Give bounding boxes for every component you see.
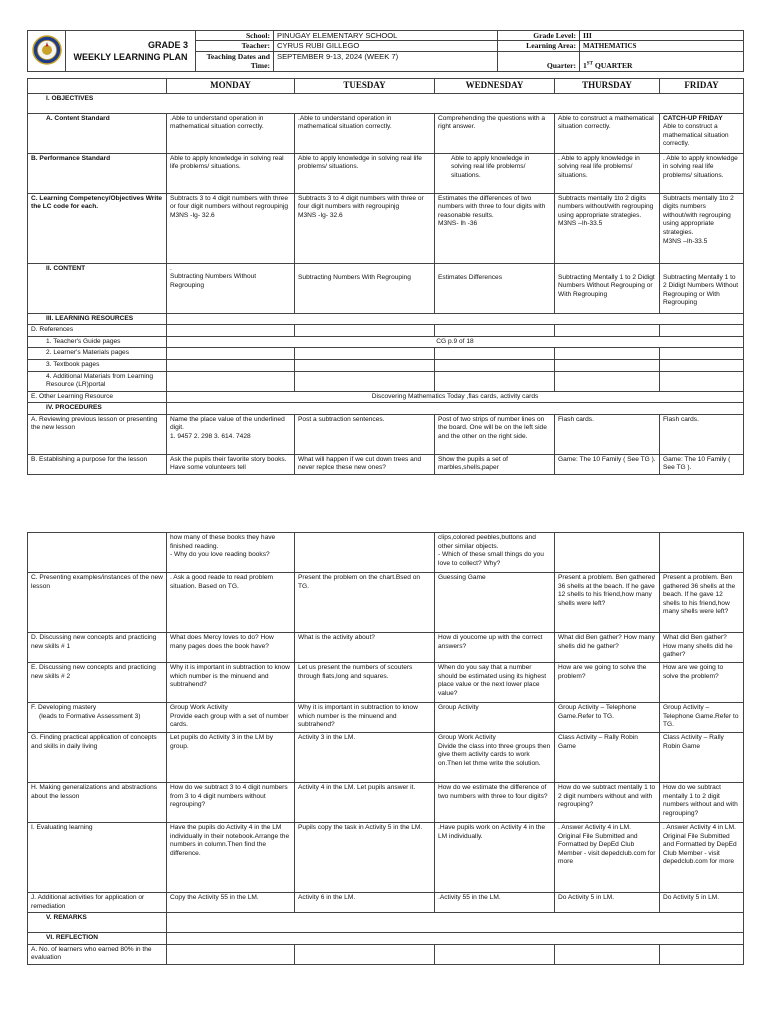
addl-thu xyxy=(555,371,660,391)
presenting-fri: Present a problem. Ben gathered 36 shells at the beach. If he gave 12 shells to his friend,how many shells were left? xyxy=(660,573,744,633)
plan-table-page1 xyxy=(27,78,743,475)
remarks-empty xyxy=(167,913,744,933)
other-resource-label: E. Other Learning Resource xyxy=(28,391,167,403)
evaluating-fri-title: . Answer Activity 4 in LM. xyxy=(663,824,736,831)
day-header-thursday: THURSDAY xyxy=(555,79,660,94)
discussing2-thu: How are we going to solve the problem? xyxy=(555,663,660,703)
performance-standard-fri: . Able to apply knowledge in solving real life problems/ situations. xyxy=(660,153,744,193)
content-mon-dot: . xyxy=(170,264,172,272)
competency-tue-text: Subtracts 3 to 4 digit numbers with three or four digit numbers with regroupinjg xyxy=(298,194,424,211)
additional-fri: Do Activity 5 in LM. xyxy=(660,893,744,913)
generalizations-thu: How do we subtract mentally 1 to 2 digit numbers without and with regrouping? xyxy=(555,783,660,823)
discussing2-fri: How are we going to solve the problem? xyxy=(660,663,744,703)
header-block xyxy=(27,30,743,72)
discussing1-wed: How di youcome up with the correct answers? xyxy=(435,633,555,663)
lm-fri xyxy=(660,348,744,360)
textbook-fri xyxy=(660,359,744,371)
establishing-thu: Game: The 10 Family ( See TG ). xyxy=(555,454,660,474)
dates-value: SEPTEMBER 9-13, 2024 (WEEK 7) xyxy=(274,51,498,71)
performance-standard-label: B. Performance Standard xyxy=(28,153,167,193)
quarter-number: 1 xyxy=(583,61,587,71)
practical-thu: Class Activity – Rally Robin Game xyxy=(555,733,660,783)
establishing-cont-mon-question: - Why do you love reading books? xyxy=(170,551,270,559)
references-tue xyxy=(295,325,435,337)
additional-materials-label: 4. Additional Materials from Learning Resource (LR)portal xyxy=(28,371,167,391)
mastery-wed: Group Activity xyxy=(435,703,555,733)
content-heading: II. CONTENT xyxy=(28,263,167,313)
establishing-cont-thu xyxy=(555,533,660,573)
learning-area-value: MATHEMATICS xyxy=(580,41,744,51)
teacher-label: Teacher: xyxy=(196,41,274,51)
establishing-cont-wed-question: - Which of these small things do you love to collect? Why? xyxy=(438,551,544,567)
plan-table-page2 xyxy=(27,532,743,965)
evaluating-thu-text: Original File Submitted and Formatted by DepEd Club Member - visit depedclub.com for more xyxy=(558,832,656,866)
discussing2-label: E. Discussing new concepts and practicing new skills # 2 xyxy=(28,663,167,703)
practical-tue: Activity 3 in the LM. xyxy=(295,733,435,783)
addl-wed xyxy=(435,371,555,391)
reflection-empty xyxy=(167,933,744,945)
reviewing-mon-text: Name the place value of the underlined digit. xyxy=(170,415,285,432)
plan-title: WEEKLY LEARNING PLAN xyxy=(73,51,188,62)
discussing2-wed: When do you say that a number should be estimated using its highest place value or the next lower place value? xyxy=(435,663,555,703)
lm-thu xyxy=(555,348,660,360)
presenting-label: C. Presenting examples/instances of the new lesson xyxy=(28,573,167,633)
textbook-thu xyxy=(555,359,660,371)
discussing1-thu: What did Ben gather? How many shells did he gather? xyxy=(555,633,660,663)
textbook-pages-label: 3. Textbook pages xyxy=(28,359,167,371)
mastery-mon-title: Group Work Activity xyxy=(170,704,228,711)
resources-heading: III. LEARNING RESOURCES xyxy=(28,313,167,325)
quarter-text: QUARTER xyxy=(592,61,633,71)
content-mon-text: Subtracting Numbers Without Regrouping xyxy=(170,273,257,289)
plan-title-cell xyxy=(66,31,196,72)
dates-label: Teaching Dates and Time: xyxy=(196,51,274,71)
addl-fri xyxy=(660,371,744,391)
references-thu xyxy=(555,325,660,337)
content-standard-fri xyxy=(660,113,744,153)
evaluating-tue: Pupils copy the task in Activity 5 in the LM. xyxy=(295,823,435,893)
establishing-cont-label xyxy=(28,533,167,573)
school-label: School: xyxy=(196,31,274,41)
lm-wed xyxy=(435,348,555,360)
day-header-friday: FRIDAY xyxy=(660,79,744,94)
generalizations-label: H. Making generalizations and abstractions about the lesson xyxy=(28,783,167,823)
content-standard-thu: Able to construct a mathematical situation correctly. xyxy=(555,113,660,153)
learners-80-tue xyxy=(295,944,435,964)
evaluating-thu xyxy=(555,823,660,893)
learners-80-fri xyxy=(660,944,744,964)
content-fri: Subtracting Mentally 1 to 2 Didigt Numbers Without Regrouping or With Regrouping xyxy=(660,263,744,313)
content-standard-mon: .Able to understand operation in mathematical situation correctly. xyxy=(167,113,295,153)
presenting-wed: Guessing Game xyxy=(435,573,555,633)
learners-80-mon xyxy=(167,944,295,964)
competency-tue-code: M3NS -Ig- 32.6 xyxy=(298,211,343,219)
reflection-heading: VI. REFLECTION xyxy=(28,933,167,945)
references-fri xyxy=(660,325,744,337)
discussing2-mon: Why it is important in subtraction to know which number is the minuend and subtrahend? xyxy=(167,663,295,703)
content-standard-tue: .Able to understand operation in mathematical situation correctly. xyxy=(295,113,435,153)
reviewing-wed: Post of two strips of number lines on the board. One will be on the left side and the other on the right side. xyxy=(435,414,555,454)
textbook-mon xyxy=(167,359,295,371)
performance-standard-mon: Able to apply knowledge in solving real life problems/ situations. xyxy=(167,153,295,193)
competency-wed xyxy=(435,193,555,263)
establishing-mon: Ask the pupils their favorite story books. Have some volunteers tell xyxy=(167,454,295,474)
presenting-mon: . Ask a good reade to read problem situation. Based on TG. xyxy=(167,573,295,633)
generalizations-tue: Activity 4 in the LM. Let pupils answer it. xyxy=(295,783,435,823)
presenting-tue: Present the problem on the chart.Bsed on TG. xyxy=(295,573,435,633)
day-header-wednesday: WEDNESDAY xyxy=(435,79,555,94)
establishing-fri: Game: The 10 Family ( See TG ). xyxy=(660,454,744,474)
mastery-thu: Group Activity – Telephone Game.Refer to TG. xyxy=(555,703,660,733)
learning-area-label: Learning Area: xyxy=(498,41,580,51)
mastery-label xyxy=(28,703,167,733)
practical-label: G. Finding practical application of concepts and skills in daily living xyxy=(28,733,167,783)
competency-mon-text: Subtracts 3 to 4 digit numbers with three or four digit numbers without regroupinjg xyxy=(170,194,289,211)
content-standard-wed: Comprehending the questions with a right answer. xyxy=(435,113,555,153)
competency-mon xyxy=(167,193,295,263)
mastery-mon-text: Provide each group with a set of number cards. xyxy=(170,712,289,729)
performance-standard-wed: Able to apply knowledge in solving real life problems/ situations. xyxy=(435,153,555,193)
day-header-monday: MONDAY xyxy=(167,79,295,94)
grade-level-value: III xyxy=(580,31,744,41)
evaluating-fri xyxy=(660,823,744,893)
addl-mon xyxy=(167,371,295,391)
reviewing-label: A. Reviewing previous lesson or presenting the new lesson xyxy=(28,414,167,454)
discussing1-tue: What is the activity about? xyxy=(295,633,435,663)
competency-wed-code: M3NS- Ih -36 xyxy=(438,220,478,228)
mastery-label-text: F. Developing mastery xyxy=(31,704,97,711)
practical-fri: Class Activity – Rally Robin Game xyxy=(660,733,744,783)
additional-tue: Activity 6 in the LM. xyxy=(295,893,435,913)
learners-80-wed xyxy=(435,944,555,964)
establishing-label: B. Establishing a purpose for the lesson xyxy=(28,454,167,474)
references-label: D. References xyxy=(28,325,167,337)
establishing-wed: Show the pupils a set of marbles,shells,paper xyxy=(435,454,555,474)
practical-wed xyxy=(435,733,555,783)
references-mon xyxy=(167,325,295,337)
practical-mon: Let pupils do Activity 3 in the LM by group. xyxy=(167,733,295,783)
learners-80-thu xyxy=(555,944,660,964)
content-standard-fri-text: Able to construct a mathematical situation correctly. xyxy=(663,123,729,148)
evaluating-thu-title: . Answer Activity 4 in LM. xyxy=(558,824,631,831)
quarter-suffix: ST xyxy=(586,61,593,67)
quarter-label: Quarter: xyxy=(498,51,580,71)
additional-label: J. Additional activities for application or remediation xyxy=(28,893,167,913)
reviewing-thu: Flash cards. xyxy=(555,414,660,454)
procedures-heading: IV. PROCEDURES xyxy=(28,403,167,415)
establishing-cont-mon-text: how many of these books they have finished reading. xyxy=(170,534,276,550)
practical-wed-title: Group Work Activity xyxy=(438,734,496,741)
discussing1-mon: What does Mercy loves to do? How many pages does the book have? xyxy=(167,633,295,663)
mastery-tue: Why it is important in subtraction to know which number is the minuend and subtrahend? xyxy=(295,703,435,733)
evaluating-wed: .Have pupils work on Activity 4 in the LM individually. xyxy=(435,823,555,893)
competency-fri xyxy=(660,193,744,263)
grade-title: GRADE 3 xyxy=(147,39,188,50)
generalizations-fri: How do we subtract mentally 1 to 2 digit numbers without and with regrouping? xyxy=(660,783,744,823)
establishing-cont-tue xyxy=(295,533,435,573)
establishing-cont-wed xyxy=(435,533,555,573)
reviewing-mon-numbers: 1. 9457 2. 298 3. 614. 7428 xyxy=(170,432,251,440)
day-header-tuesday: TUESDAY xyxy=(295,79,435,94)
discussing2-tue: Let us present the numbers of scouters through flats,long and squares. xyxy=(295,663,435,703)
evaluating-label: I. Evaluating learning xyxy=(28,823,167,893)
addl-tue xyxy=(295,371,435,391)
practical-wed-text: Divide the class into three groups then give them activity cards to work on.Then let thme write the solution. xyxy=(438,742,551,767)
deped-seal-logo xyxy=(28,31,66,72)
evaluating-fri-text: Original File Submitted and Formatted by DepEd Club Member - visit depedclub.com for more xyxy=(663,832,737,866)
content-mon xyxy=(167,263,295,313)
plan-table-continued xyxy=(27,532,744,965)
other-resource-value: Discovering Mathematics Today ,flas cards, activity cards xyxy=(167,391,744,403)
additional-wed: .Activity 55 in the LM. xyxy=(435,893,555,913)
competency-label: C. Learning Competency/Objectives Write the LC code for each. xyxy=(28,193,167,263)
teacher-value: CYRUS RUBI GILLEGO xyxy=(274,41,498,51)
resources-empty xyxy=(167,313,744,325)
discussing1-label: D. Discussing new concepts and practicing new skills # 1 xyxy=(28,633,167,663)
quarter-value xyxy=(580,51,744,71)
establishing-cont-fri xyxy=(660,533,744,573)
mastery-mon xyxy=(167,703,295,733)
competency-thu-code: M3NS –Ih-33.5 xyxy=(558,220,603,228)
textbook-tue xyxy=(295,359,435,371)
mastery-fri: Group Activity – Telephone Game.Refer to TG. xyxy=(660,703,744,733)
competency-fri-text: Subtracts mentally 1to 2 digits numbers without/with regrouping using appropriate strategies. xyxy=(663,194,734,236)
textbook-wed xyxy=(435,359,555,371)
lm-pages-label: 2. Learner's Materials pages xyxy=(28,348,167,360)
content-tue: Subtracting Numbers With Regrouping xyxy=(295,263,435,313)
learners-80-label: A. No. of learners who earned 80% in the evaluation xyxy=(28,944,167,964)
additional-mon: Copy the Activity 55 in the LM. xyxy=(167,893,295,913)
reviewing-fri: Flash cards. xyxy=(660,414,744,454)
performance-standard-tue: Able to apply knowledge in solving real life problems/ situations. xyxy=(295,153,435,193)
mastery-label-sub: (leads to Formative Assessment 3) xyxy=(39,712,141,720)
competency-thu-text: Subtracts mentally 1to 2 digits numbers without/with regrouping using appropriate strategies. xyxy=(558,194,654,219)
competency-thu xyxy=(555,193,660,263)
content-thu: Subtracting Mentally 1 to 2 Didigt Numbers Without Regrouping or With Regrouping xyxy=(555,263,660,313)
performance-standard-thu: . Able to apply knowledge in solving real life problems/ situations. xyxy=(555,153,660,193)
establishing-cont-wed-text: clips,colored peebles,buttons and other similar objects. xyxy=(438,534,536,550)
tg-pages-label: 1. Teacher's Guide pages xyxy=(28,336,167,348)
competency-wed-text: Estimates the differences of two numbers with three to four digits with reasonable results. xyxy=(438,194,546,219)
corner-cell xyxy=(28,79,167,94)
header-table xyxy=(27,30,744,72)
catch-up-friday-label: CATCH-UP FRIDAY xyxy=(663,114,723,122)
establishing-cont-mon xyxy=(167,533,295,573)
discussing1-fri: What did Ben gather? How many shells did he gather? xyxy=(660,633,744,663)
competency-fri-code: M3NS –Ih-33.5 xyxy=(663,237,708,245)
competency-tue xyxy=(295,193,435,263)
reviewing-mon xyxy=(167,414,295,454)
additional-thu: Do Activity 5 in LM. xyxy=(555,893,660,913)
content-standard-label: A. Content Standard xyxy=(28,113,167,153)
evaluating-mon: Have the pupils do Activity 4 in the LM individually in their notebook.Arrange the numbers in column.Then find the difference. xyxy=(167,823,295,893)
establishing-tue: What will happen if we cut down trees and never replce these new ones? xyxy=(295,454,435,474)
objectives-heading: I. OBJECTIVES xyxy=(28,93,744,113)
content-wed: Estimates Differences xyxy=(435,263,555,313)
school-value: PINUGAY ELEMENTARY SCHOOL xyxy=(274,31,498,41)
generalizations-mon: How do we subtract 3 to 4 digit numbers from 3 to 4 digit numbers without regrouping? xyxy=(167,783,295,823)
reviewing-tue: Post a subtraction sentences. xyxy=(295,414,435,454)
competency-mon-code: M3NS -Ig- 32.6 xyxy=(170,211,215,219)
tg-pages-value: CG p.9 of 18 xyxy=(167,336,744,348)
lm-tue xyxy=(295,348,435,360)
presenting-thu: Present a problem. Ben gathered 36 shells at the beach. If he gave 12 shells to his friend,how many shells were left? xyxy=(555,573,660,633)
plan-table xyxy=(27,78,744,475)
procedures-empty xyxy=(167,403,744,415)
generalizations-wed: How do we estimate the difference of two numbers with three to four digits? xyxy=(435,783,555,823)
references-wed xyxy=(435,325,555,337)
remarks-heading: V. REMARKS xyxy=(28,913,167,933)
grade-level-label: Grade Level: xyxy=(498,31,580,41)
lm-mon xyxy=(167,348,295,360)
